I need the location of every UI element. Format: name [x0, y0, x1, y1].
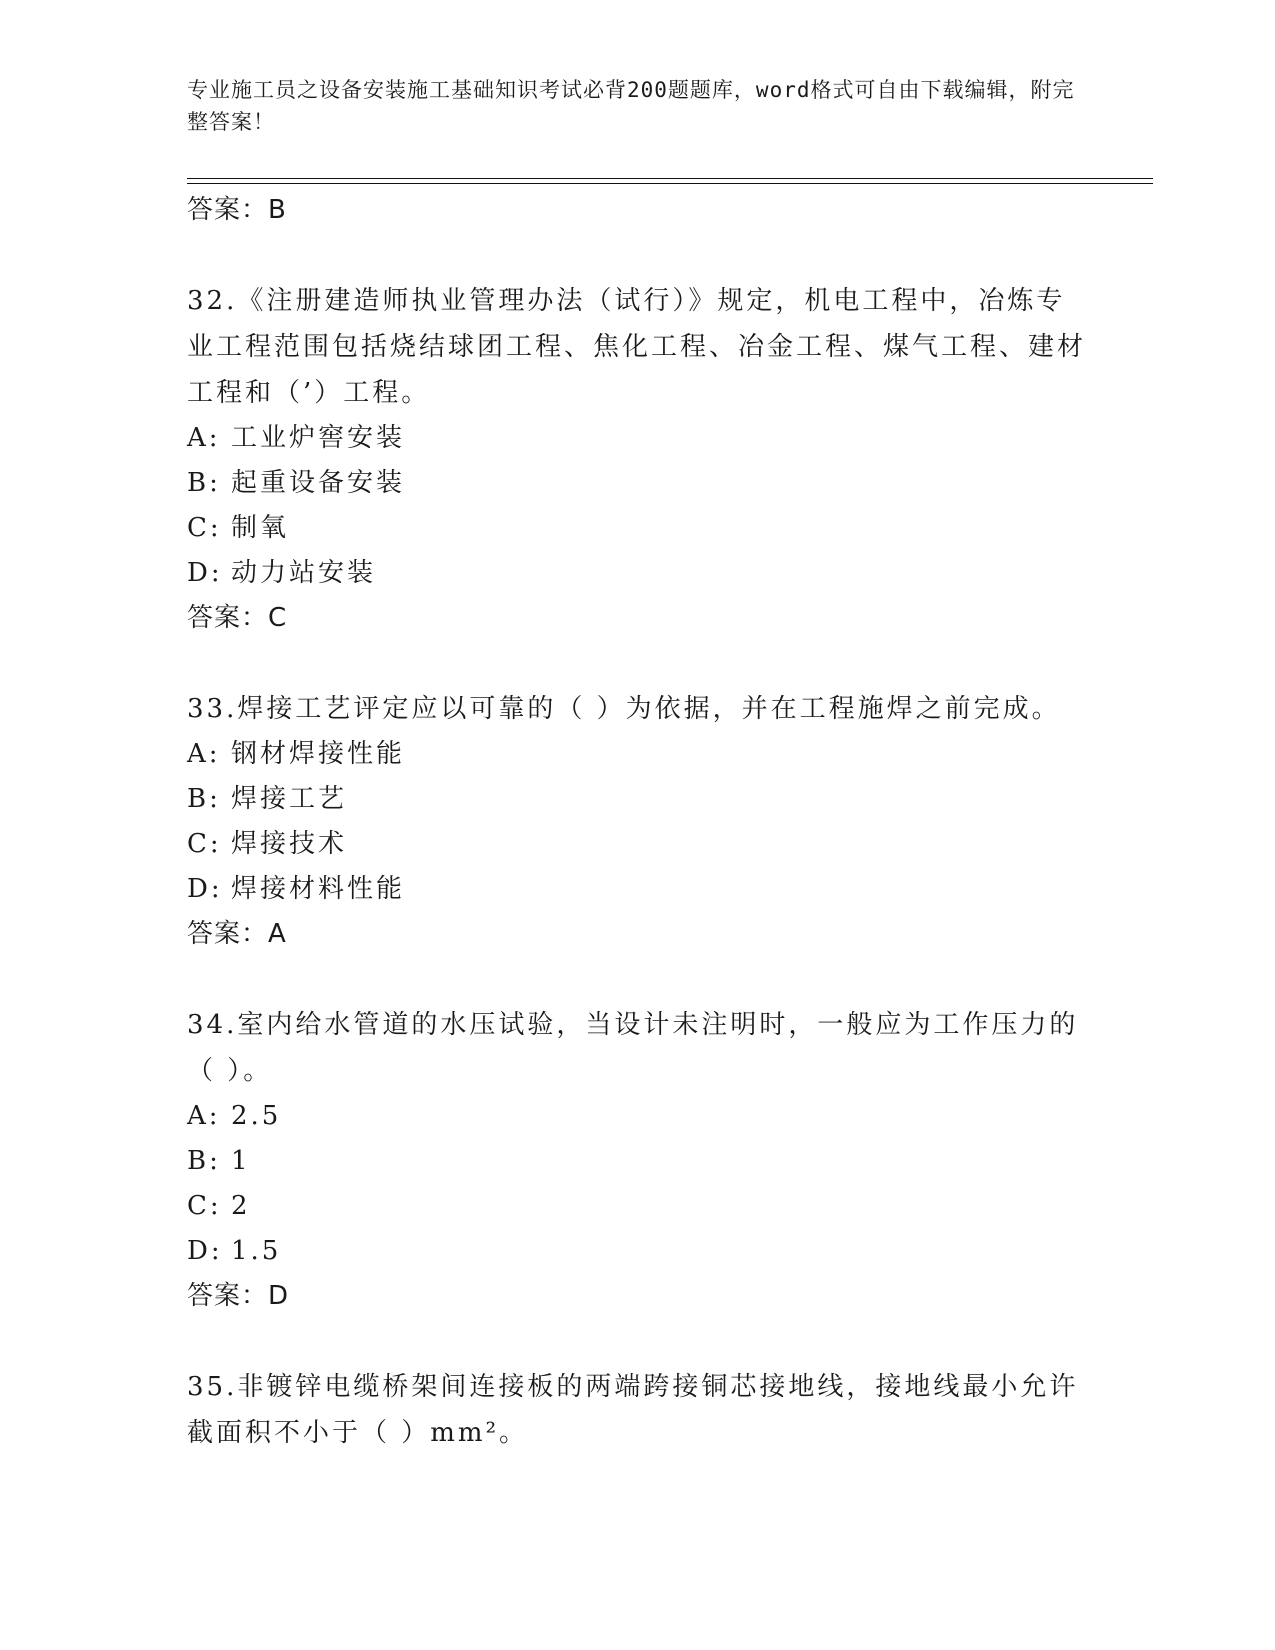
- answer-33: 答案：A: [187, 919, 287, 949]
- option-34-a: [187, 1094, 1087, 1139]
- option-text: 钢材焊接性能: [231, 739, 406, 769]
- spacer: [187, 640, 1087, 686]
- option-key: B:: [187, 468, 221, 498]
- option-text: 2: [231, 1191, 251, 1221]
- option-key: C:: [187, 1191, 222, 1221]
- option-text: 工业炉窖安装: [231, 423, 406, 453]
- option-text: 2.5: [231, 1101, 282, 1131]
- option-34-d: [187, 1229, 1087, 1274]
- question-stem-34: 34.室内给水管道的水压试验，当设计未注明时，一般应为工作压力的（ ）。: [187, 1010, 1079, 1086]
- option-33-c: [187, 822, 1087, 867]
- question-stem-32: 32.《注册建造师执业管理办法（试行）》规定，机电工程中，冶炼专业工程范围包括烧结球团工程、焦化工程、冶金工程、煤气工程、建材工程和（’）工程。: [187, 286, 1087, 408]
- question-block-34: [187, 1002, 1087, 1318]
- answer-31: 答案：B: [187, 195, 287, 225]
- question-stem-33: 33.焊接工艺评定应以可靠的（ ）为依据，并在工程施焊之前完成。: [187, 694, 1061, 724]
- option-33-d: [187, 867, 1087, 912]
- option-key: B:: [187, 784, 221, 814]
- question-block-33: [187, 686, 1087, 956]
- option-text: 动力站安装: [231, 558, 377, 588]
- header-divider-bottom: [187, 183, 1153, 184]
- option-34-c: [187, 1184, 1087, 1229]
- option-key: A:: [187, 739, 221, 769]
- option-text: 焊接材料性能: [231, 874, 406, 904]
- option-key: C:: [187, 513, 222, 543]
- option-32-d: [187, 551, 1087, 596]
- question-list: [187, 188, 1087, 1456]
- spacer: [187, 1318, 1087, 1364]
- option-key: A:: [187, 1101, 221, 1131]
- question-block-35: [187, 1364, 1087, 1456]
- option-key: D:: [187, 1236, 223, 1266]
- document-header: 专业施工员之设备安装施工基础知识考试必背200题题库，word格式可自由下载编辑，附完整答案！: [187, 78, 1075, 134]
- question-stem-35: 35.非镀锌电缆桥架间连接板的两端跨接铜芯接地线，接地线最小允许截面积不小于（ ）mm²。: [187, 1372, 1079, 1448]
- option-32-a: [187, 416, 1087, 461]
- option-key: B:: [187, 1146, 221, 1176]
- option-32-c: [187, 506, 1087, 551]
- option-text: 焊接工艺: [231, 784, 348, 814]
- option-key: A:: [187, 423, 221, 453]
- question-block-32: [187, 278, 1087, 640]
- option-text: 起重设备安装: [231, 468, 406, 498]
- option-text: 焊接技术: [231, 829, 348, 859]
- option-33-b: [187, 777, 1087, 822]
- option-text: 制氧: [231, 513, 290, 543]
- option-key: C:: [187, 829, 222, 859]
- option-34-b: [187, 1139, 1087, 1184]
- option-33-a: [187, 732, 1087, 777]
- option-key: D:: [187, 874, 223, 904]
- header-divider-top: [187, 178, 1153, 179]
- spacer: [187, 956, 1087, 1002]
- option-text: 1.5: [231, 1236, 282, 1266]
- answer-34: 答案：D: [187, 1281, 290, 1311]
- option-text: 1: [231, 1146, 251, 1176]
- spacer: [187, 232, 1087, 278]
- option-key: D:: [187, 558, 223, 588]
- answer-32: 答案：C: [187, 603, 288, 633]
- option-32-b: [187, 461, 1087, 506]
